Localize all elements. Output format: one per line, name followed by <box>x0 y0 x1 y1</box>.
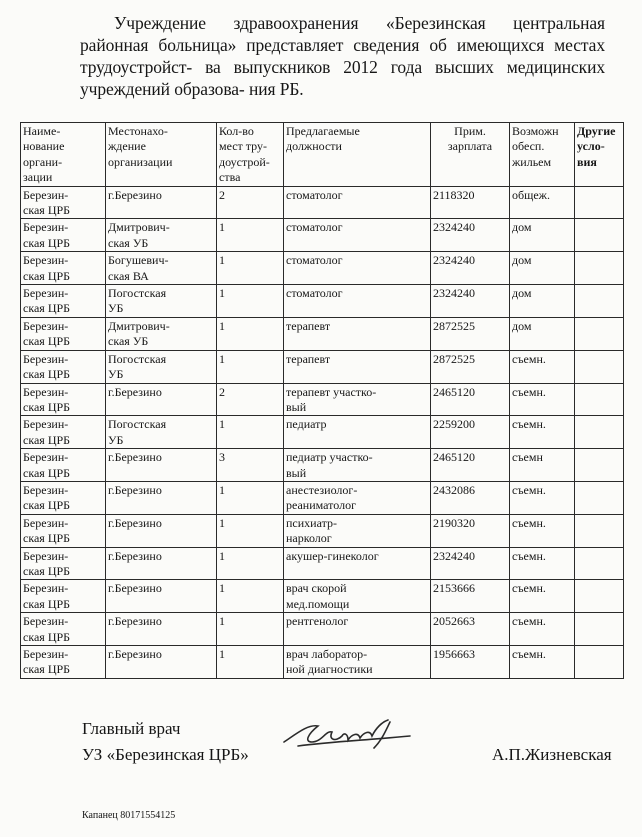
intro-line-2: больница» представляет сведения об имеющихся местах трудоустройст- <box>80 35 605 77</box>
table-row <box>21 449 624 482</box>
cell-salary: 2872525 <box>431 317 510 350</box>
cell-salary: 2259200 <box>431 416 510 449</box>
cell-count: 1 <box>217 285 284 318</box>
cell-salary: 2465120 <box>431 449 510 482</box>
intro-line-1: Учреждение здравоохранения «Березинская центральная районная <box>80 13 605 55</box>
cell-salary: 2324240 <box>431 285 510 318</box>
table-row <box>21 350 624 383</box>
cell-housing: дом <box>510 252 575 285</box>
intro-paragraph <box>80 12 605 100</box>
cell-position: терапевт участко- вый <box>284 383 431 416</box>
cell-housing: съемн. <box>510 646 575 679</box>
header-other: Другие усло- вия <box>575 123 624 187</box>
cell-count: 1 <box>217 514 284 547</box>
cell-organization: Березин- ская ЦРБ <box>21 285 106 318</box>
table-row <box>21 514 624 547</box>
cell-other <box>575 646 624 679</box>
handwritten-signature <box>278 712 418 760</box>
cell-other <box>575 449 624 482</box>
cell-count: 1 <box>217 646 284 679</box>
table-row <box>21 252 624 285</box>
cell-position: врач лаборатор- ной диагностики <box>284 646 431 679</box>
cell-housing: съемн. <box>510 416 575 449</box>
table-row <box>21 186 624 219</box>
table-header-row <box>21 123 624 187</box>
intro-line-3: ва выпускников 2012 года высших медицинских учреждений образова- <box>80 57 605 99</box>
cell-organization: Березин- ская ЦРБ <box>21 613 106 646</box>
cell-organization: Березин- ская ЦРБ <box>21 580 106 613</box>
cell-count: 2 <box>217 186 284 219</box>
cell-salary: 2324240 <box>431 252 510 285</box>
cell-housing: дом <box>510 219 575 252</box>
table-body <box>21 186 624 678</box>
cell-salary: 2118320 <box>431 186 510 219</box>
cell-organization: Березин- ская ЦРБ <box>21 186 106 219</box>
table-row <box>21 547 624 580</box>
vacancies-table <box>20 122 624 679</box>
cell-location: г.Березино <box>106 646 217 679</box>
cell-housing: съемн. <box>510 481 575 514</box>
cell-organization: Березин- ская ЦРБ <box>21 514 106 547</box>
cell-location: г.Березино <box>106 383 217 416</box>
signer-title <box>82 716 249 768</box>
cell-salary: 2153666 <box>431 580 510 613</box>
contact-footnote: Капанец 80171554125 <box>82 810 176 821</box>
cell-location: Дмитрович- ская УБ <box>106 219 217 252</box>
cell-salary: 2190320 <box>431 514 510 547</box>
cell-count: 1 <box>217 350 284 383</box>
cell-housing: съемн. <box>510 350 575 383</box>
cell-housing: съемн <box>510 449 575 482</box>
intro-line-4: ния РБ. <box>248 79 304 99</box>
cell-other <box>575 481 624 514</box>
cell-other <box>575 252 624 285</box>
cell-other <box>575 186 624 219</box>
signer-name: А.П.Жизневская <box>492 745 612 764</box>
cell-position: анестезиолог- реаниматолог <box>284 481 431 514</box>
cell-housing: съемн. <box>510 383 575 416</box>
cell-salary: 2465120 <box>431 383 510 416</box>
cell-count: 2 <box>217 383 284 416</box>
cell-position: стоматолог <box>284 219 431 252</box>
header-location: Местонахо- ждение организации <box>106 123 217 187</box>
cell-housing: съемн. <box>510 613 575 646</box>
cell-other <box>575 383 624 416</box>
cell-organization: Березин- ская ЦРБ <box>21 219 106 252</box>
cell-position: стоматолог <box>284 285 431 318</box>
cell-other <box>575 547 624 580</box>
cell-salary: 2324240 <box>431 547 510 580</box>
cell-organization: Березин- ская ЦРБ <box>21 449 106 482</box>
cell-count: 1 <box>217 547 284 580</box>
cell-location: Дмитрович- ская УБ <box>106 317 217 350</box>
table-row <box>21 613 624 646</box>
cell-other <box>575 219 624 252</box>
cell-location: г.Березино <box>106 481 217 514</box>
cell-count: 1 <box>217 481 284 514</box>
cell-position: терапевт <box>284 317 431 350</box>
cell-organization: Березин- ская ЦРБ <box>21 416 106 449</box>
cell-organization: Березин- ская ЦРБ <box>21 252 106 285</box>
cell-location: Погостская УБ <box>106 285 217 318</box>
cell-position: терапевт <box>284 350 431 383</box>
cell-position: стоматолог <box>284 186 431 219</box>
table-row <box>21 580 624 613</box>
table-row <box>21 317 624 350</box>
cell-salary: 1956663 <box>431 646 510 679</box>
header-positions: Предлагаемые должности <box>284 123 431 187</box>
table-row <box>21 383 624 416</box>
cell-other <box>575 613 624 646</box>
cell-housing: дом <box>510 317 575 350</box>
cell-position: рентгенолог <box>284 613 431 646</box>
table-row <box>21 285 624 318</box>
cell-housing: съемн. <box>510 514 575 547</box>
cell-position: стоматолог <box>284 252 431 285</box>
cell-other <box>575 580 624 613</box>
cell-salary: 2324240 <box>431 219 510 252</box>
cell-location: Погостская УБ <box>106 416 217 449</box>
cell-other <box>575 514 624 547</box>
cell-count: 1 <box>217 317 284 350</box>
cell-count: 1 <box>217 580 284 613</box>
cell-location: г.Березино <box>106 449 217 482</box>
cell-location: г.Березино <box>106 186 217 219</box>
signer-title-line-1: Главный врач <box>82 719 181 738</box>
cell-location: г.Березино <box>106 580 217 613</box>
cell-organization: Березин- ская ЦРБ <box>21 481 106 514</box>
cell-housing: съемн. <box>510 547 575 580</box>
cell-position: педиатр участко- вый <box>284 449 431 482</box>
table-row <box>21 416 624 449</box>
cell-count: 1 <box>217 613 284 646</box>
header-count: Кол-во мест тру- доустрой- ства <box>217 123 284 187</box>
cell-count: 1 <box>217 219 284 252</box>
cell-location: г.Березино <box>106 514 217 547</box>
cell-location: Погостская УБ <box>106 350 217 383</box>
cell-salary: 2872525 <box>431 350 510 383</box>
header-salary: Прим. зарплата <box>431 123 510 187</box>
cell-other <box>575 317 624 350</box>
cell-salary: 2052663 <box>431 613 510 646</box>
cell-count: 1 <box>217 252 284 285</box>
cell-count: 3 <box>217 449 284 482</box>
cell-organization: Березин- ская ЦРБ <box>21 383 106 416</box>
header-housing: Возможн обесп. жильем <box>510 123 575 187</box>
signer-title-line-2: УЗ «Березинская ЦРБ» <box>82 745 249 764</box>
cell-location: г.Березино <box>106 547 217 580</box>
cell-salary: 2432086 <box>431 481 510 514</box>
cell-organization: Березин- ская ЦРБ <box>21 547 106 580</box>
header-organization: Наиме- нование органи- зации <box>21 123 106 187</box>
cell-count: 1 <box>217 416 284 449</box>
cell-other <box>575 285 624 318</box>
cell-organization: Березин- ская ЦРБ <box>21 350 106 383</box>
table-row <box>21 481 624 514</box>
cell-position: врач скорой мед.помощи <box>284 580 431 613</box>
cell-other <box>575 350 624 383</box>
table-row <box>21 219 624 252</box>
cell-organization: Березин- ская ЦРБ <box>21 317 106 350</box>
cell-position: психиатр- нарколог <box>284 514 431 547</box>
cell-housing: общеж. <box>510 186 575 219</box>
cell-housing: съемн. <box>510 580 575 613</box>
table-row <box>21 646 624 679</box>
cell-location: Богушевич- ская ВА <box>106 252 217 285</box>
cell-position: педиатр <box>284 416 431 449</box>
cell-housing: дом <box>510 285 575 318</box>
cell-location: г.Березино <box>106 613 217 646</box>
cell-position: акушер-гинеколог <box>284 547 431 580</box>
cell-organization: Березин- ская ЦРБ <box>21 646 106 679</box>
cell-other <box>575 416 624 449</box>
